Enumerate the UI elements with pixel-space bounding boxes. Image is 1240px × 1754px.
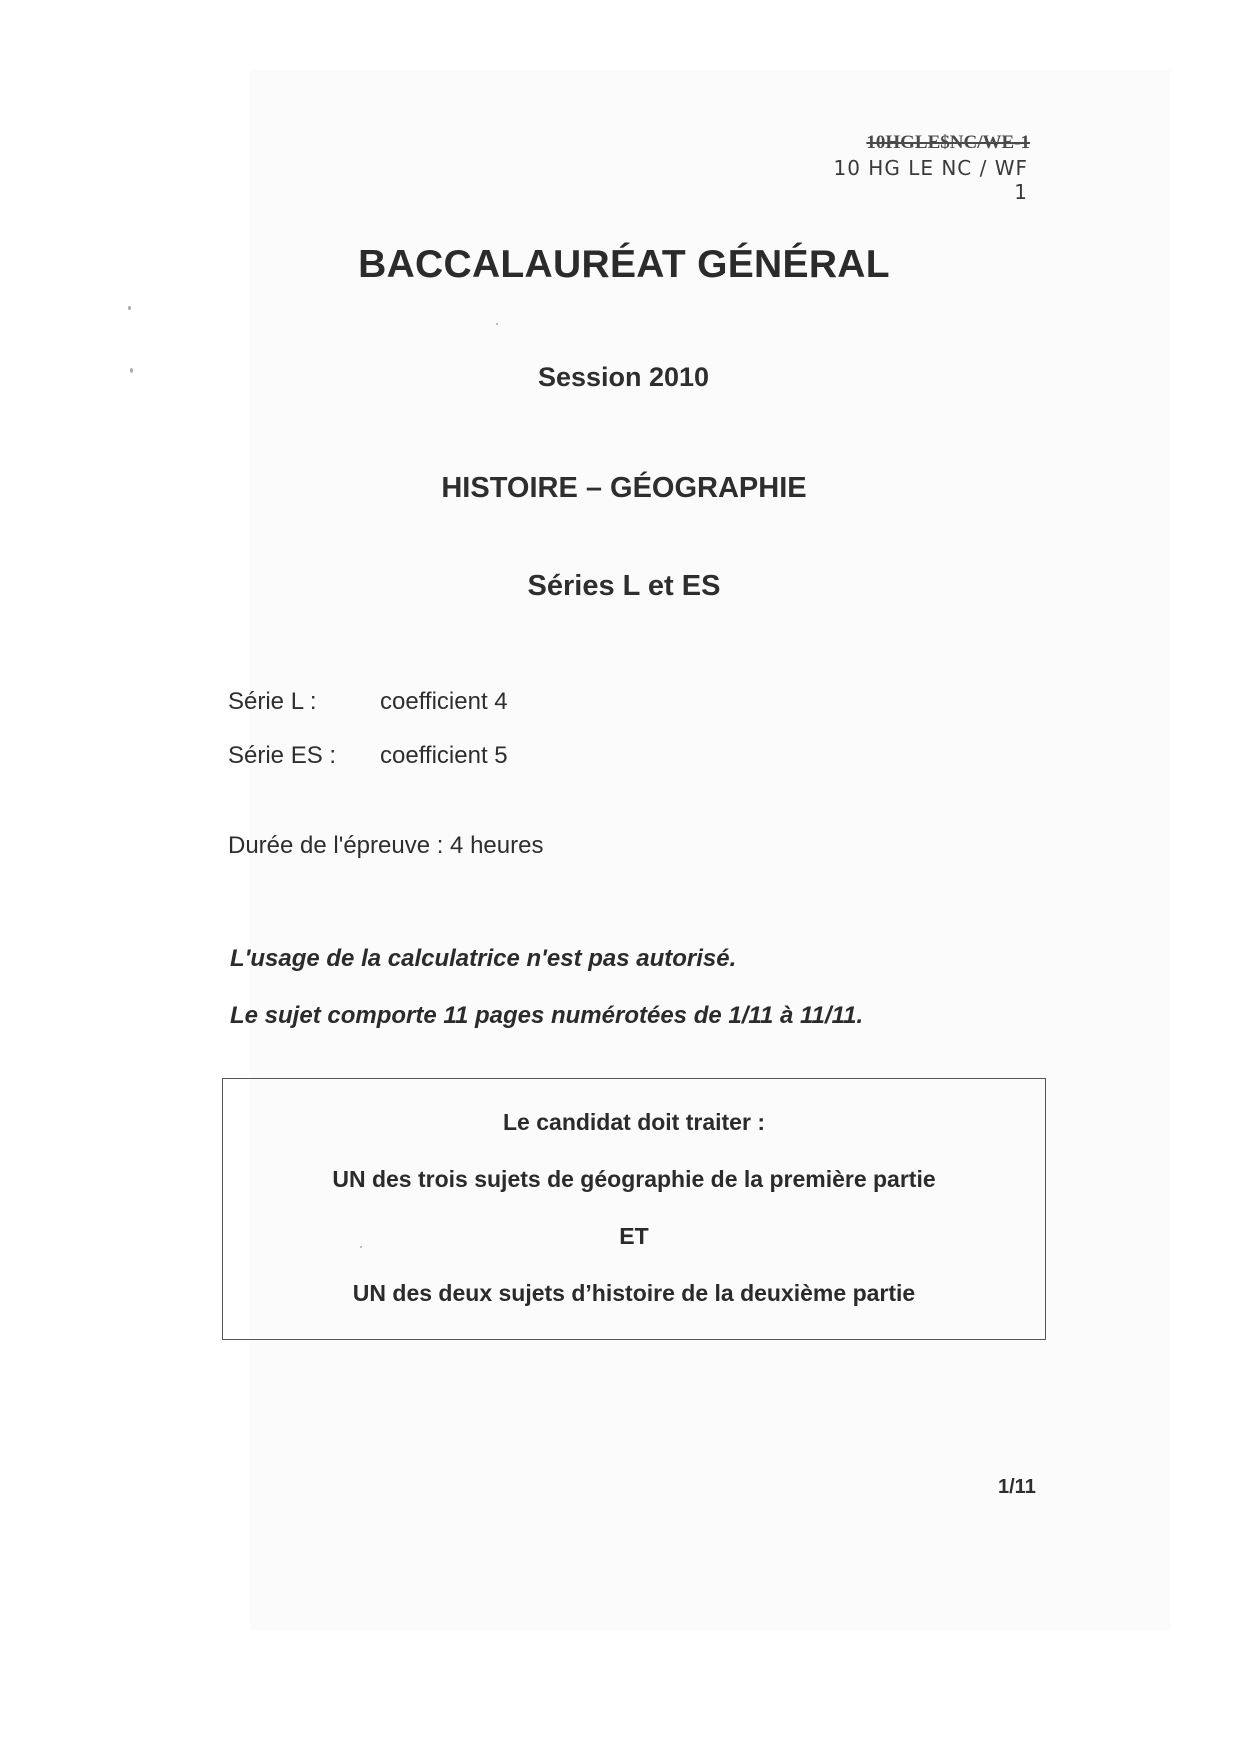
document-code-handwritten: 10 HG LE NC / WF 1	[833, 156, 1028, 204]
instructions-history: UN des deux sujets d’histoire de la deuxième partie	[352, 1280, 916, 1306]
coefficient-row-es	[228, 742, 508, 770]
calculator-note: L'usage de la calculatrice n'est pas autorisé.	[230, 945, 737, 972]
exam-duration: Durée de l'épreuve : 4 heures	[228, 832, 544, 859]
coefficient-label: Série ES :	[228, 742, 337, 769]
scan-speck	[130, 368, 133, 373]
coefficient-row-l	[228, 688, 508, 716]
subject-title: HISTOIRE – GÉOGRAPHIE	[441, 472, 807, 504]
instructions-box	[222, 1078, 1046, 1340]
session-year: Session 2010	[537, 362, 710, 392]
page-number: 1/11	[998, 1476, 1036, 1498]
instructions-geography: UN des trois sujets de géographie de la première partie	[332, 1166, 936, 1192]
page-count-note: Le sujet comporte 11 pages numérotées de 1/11 à 11/11.	[230, 1002, 864, 1029]
coefficient-label: Série L :	[228, 688, 317, 715]
document-code-typed: 10HGLE$NC/WE-1	[866, 132, 1030, 153]
scan-speck	[360, 1246, 362, 1248]
series-title: Séries L et ES	[527, 570, 721, 602]
coefficient-value: coefficient 5	[380, 742, 508, 769]
exam-title: BACCALAURÉAT GÉNÉRAL	[358, 243, 890, 286]
coefficient-value: coefficient 4	[380, 688, 508, 715]
document-code	[820, 132, 1040, 204]
scan-speck	[496, 323, 498, 325]
scan-speck	[128, 306, 131, 310]
instructions-connector: ET	[619, 1223, 649, 1249]
instructions-heading: Le candidat doit traiter :	[503, 1109, 765, 1135]
